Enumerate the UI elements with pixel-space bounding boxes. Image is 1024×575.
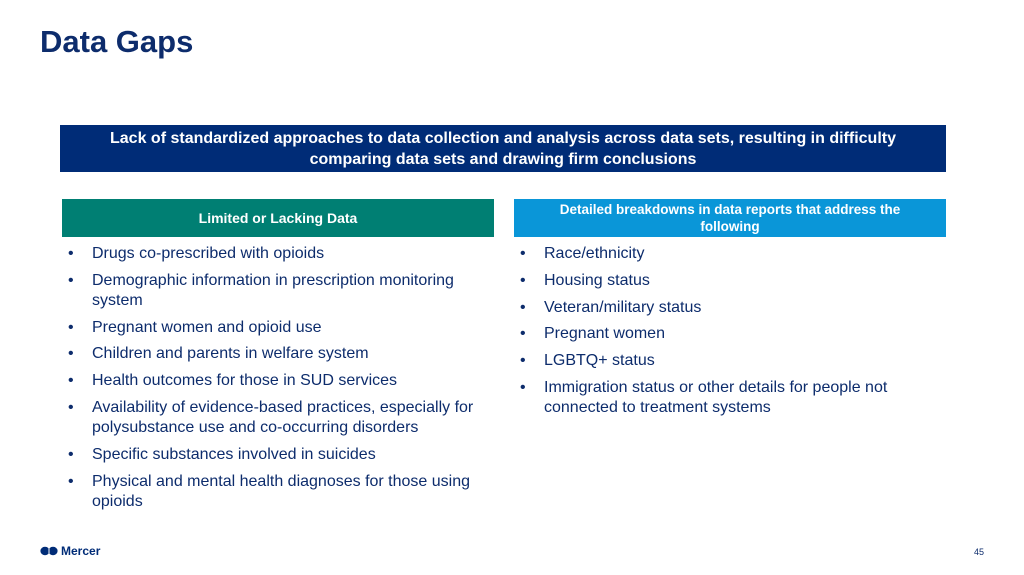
list-item: [68, 318, 488, 338]
limited-data-header: Limited or Lacking Data: [62, 199, 494, 237]
bullet-icon: •: [520, 298, 526, 316]
breakdowns-list: [520, 244, 940, 425]
list-item: [520, 351, 940, 371]
bullet-icon: •: [68, 445, 74, 463]
list-item-text: Children and parents in welfare system: [92, 345, 369, 363]
list-item-text: Specific substances involved in suicides: [92, 445, 376, 463]
list-item: [68, 472, 488, 512]
list-item-text: Race/ethnicity: [544, 245, 645, 262]
list-item-text: Pregnant women: [544, 325, 665, 343]
summary-banner: Lack of standardized approaches to data collection and analysis across data sets, resulting in difficulty comparing data sets and drawing firm conclusions: [60, 125, 946, 172]
list-item-text: Physical and mental health diagnoses for those using opioids: [92, 472, 471, 510]
list-item-text: Drugs co-prescribed with opioids: [92, 245, 325, 262]
list-item: [520, 378, 940, 418]
list-item-text: Veteran/military status: [544, 298, 702, 316]
list-item-text: Pregnant women and opioid use: [92, 318, 322, 336]
list-item: [68, 271, 488, 311]
bullet-icon: •: [68, 271, 74, 289]
bullet-icon: •: [68, 372, 74, 390]
bullet-icon: •: [68, 472, 74, 490]
mercer-logo-icon: [40, 546, 58, 556]
bullet-icon: •: [520, 352, 526, 370]
list-item: [520, 244, 940, 264]
list-item: [68, 244, 488, 264]
bullet-icon: •: [68, 345, 74, 363]
list-item-text: Immigration status or other details for people not connected to treatment systems: [544, 378, 888, 416]
list-item: [68, 371, 488, 391]
bullet-icon: •: [520, 325, 526, 343]
list-item: [68, 398, 488, 438]
list-item-text: Health outcomes for those in SUD services: [92, 372, 398, 390]
list-item: [68, 445, 488, 465]
bullet-icon: •: [520, 271, 526, 289]
list-item: [520, 324, 940, 344]
logo-text: Mercer: [61, 544, 101, 558]
bullet-icon: •: [68, 318, 74, 336]
list-item-text: LGBTQ+ status: [544, 352, 655, 370]
list-item-text: Demographic information in prescription monitoring system: [92, 271, 454, 309]
bullet-icon: •: [520, 245, 526, 262]
list-item-text: Availability of evidence-based practices, especially for polysubstance use and co-occurring disorders: [92, 398, 474, 436]
breakdowns-header: Detailed breakdowns in data reports that address the following: [514, 199, 946, 237]
limited-data-list: [68, 244, 488, 518]
list-item: [520, 271, 940, 291]
page-title: Data Gaps: [40, 24, 194, 59]
bullet-icon: •: [68, 398, 74, 416]
page-number: 45: [973, 547, 984, 557]
mercer-logo: [40, 544, 100, 558]
list-item: [520, 298, 940, 318]
bullet-icon: •: [520, 378, 526, 396]
list-item: [68, 344, 488, 364]
list-item-text: Housing status: [544, 271, 650, 289]
bullet-icon: •: [68, 245, 74, 262]
